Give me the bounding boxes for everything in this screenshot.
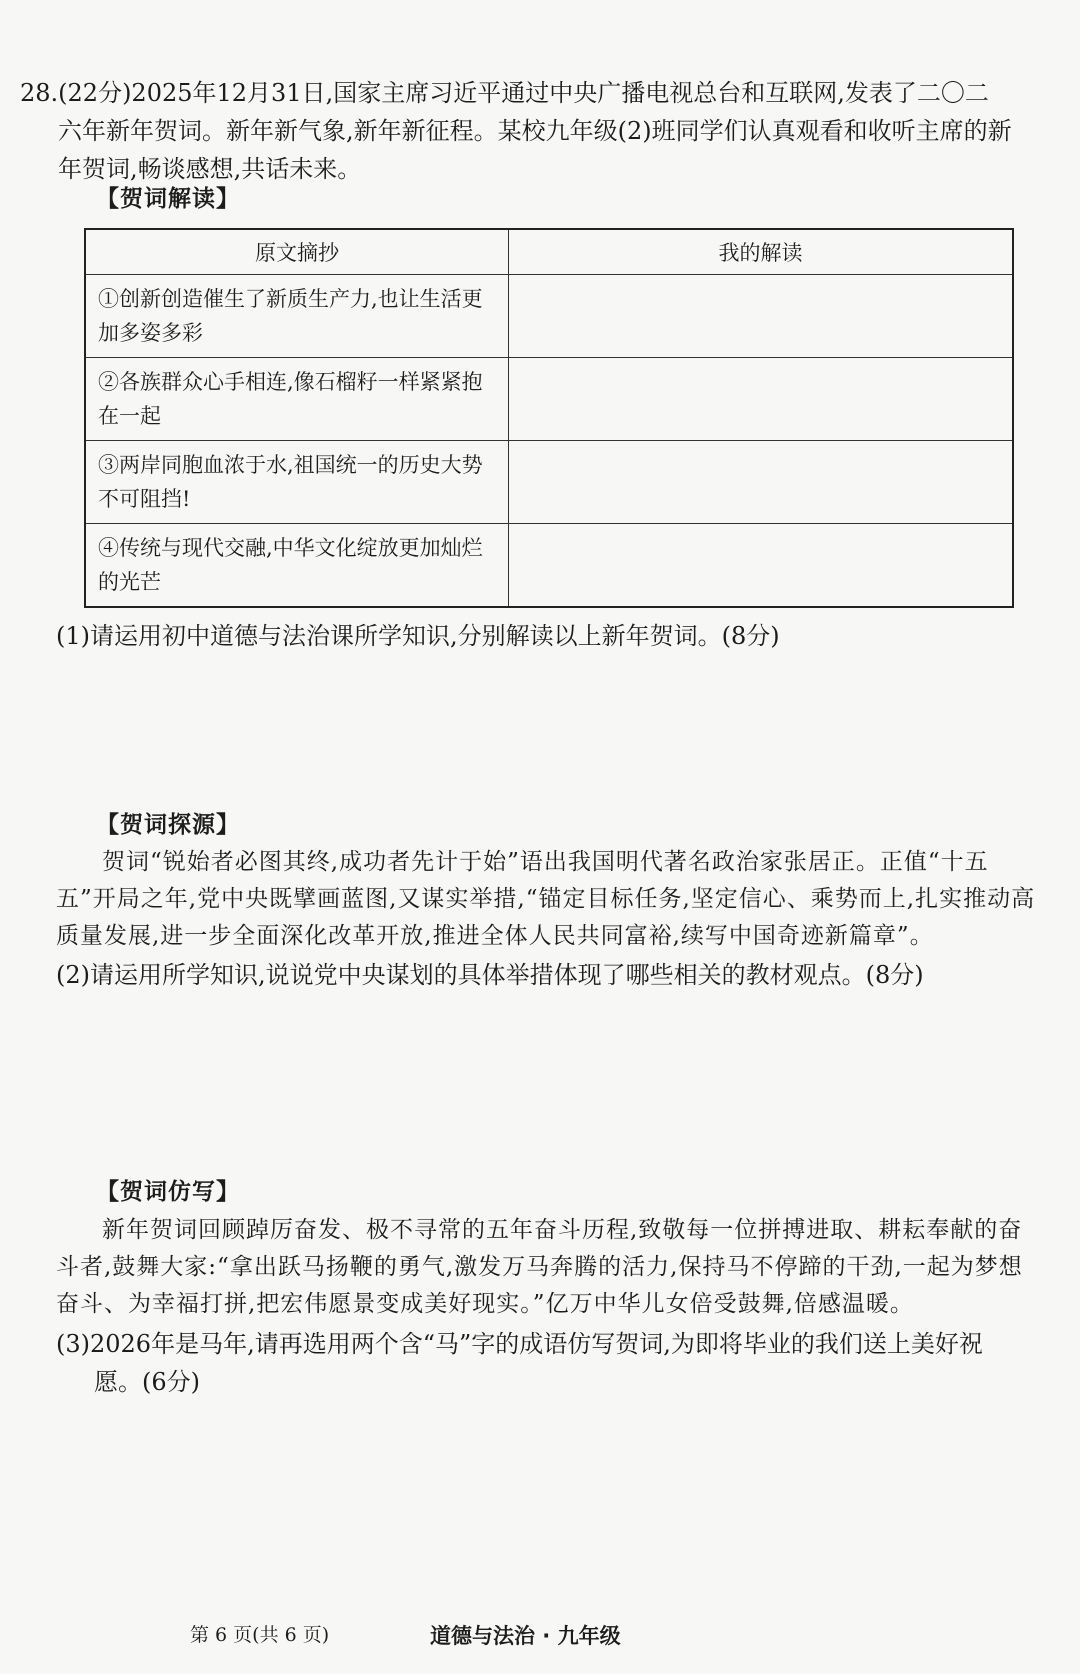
question-intro-line3: 年贺词,畅谈感想,共话未来。 bbox=[58, 155, 362, 183]
subject-label: 道德与法治 · 九年级 bbox=[430, 1624, 621, 1648]
section-title-interpretation: 【贺词解读】 bbox=[96, 186, 240, 212]
question-intro-line2: 六年新年贺词。新年新气象,新年新征程。某校九年级(2)班同学们认真观看和收听主席的新 bbox=[58, 117, 1012, 145]
section-title-imitation: 【贺词仿写】 bbox=[96, 1179, 240, 1205]
quote-cell: ④传统与现代交融,中华文化绽放更加灿烂的光芒 bbox=[85, 524, 509, 608]
subquestion-3-line1: (3)2026年是马年,请再选用两个含“马”字的成语仿写贺词,为即将毕业的我们送上美好祝 bbox=[56, 1330, 983, 1358]
table-row bbox=[85, 358, 1013, 441]
quote-cell: ①创新创造催生了新质生产力,也让生活更加多姿多彩 bbox=[85, 275, 509, 358]
table-header-row bbox=[85, 229, 1013, 275]
answer-cell[interactable] bbox=[509, 275, 1014, 358]
column-header-interpretation: 我的解读 bbox=[509, 229, 1014, 275]
subquestion-3 bbox=[56, 1325, 1046, 1401]
subquestion-1: (1)请运用初中道德与法治课所学知识,分别解读以上新年贺词。(8分) bbox=[56, 622, 780, 650]
subquestion-3-line2: 愿。(6分) bbox=[94, 1368, 200, 1396]
quote-cell: ③两岸同胞血浓于水,祖国统一的历史大势不可阻挡! bbox=[85, 441, 509, 524]
table-row bbox=[85, 441, 1013, 524]
imitation-paragraph: 新年贺词回顾踔厉奋发、极不寻常的五年奋斗历程,致敬每一位拼搏进取、耕耘奉献的奋斗者,鼓舞大家:“拿出跃马扬鞭的勇气,激发万马奔腾的活力,保持马不停蹄的干劲,一起为梦想奋斗、为幸福打拼,把宏伟愿景变成美好现实。”亿万中华儿女倍受鼓舞,倍感温暖。 bbox=[56, 1217, 1023, 1317]
quote-cell: ②各族群众心手相连,像石榴籽一样紧紧抱在一起 bbox=[85, 358, 509, 441]
interpretation-table bbox=[84, 228, 1014, 608]
column-header-quote: 原文摘抄 bbox=[85, 229, 509, 275]
question-intro-line1: 28.(22分)2025年12月31日,国家主席习近平通过中央广播电视总台和互联网,发表了二〇二 bbox=[20, 79, 989, 107]
table-row bbox=[85, 275, 1013, 358]
table-row bbox=[85, 524, 1013, 608]
section-title-origin: 【贺词探源】 bbox=[96, 812, 240, 838]
answer-cell[interactable] bbox=[509, 441, 1014, 524]
question-intro bbox=[20, 74, 1050, 188]
subquestion-2: (2)请运用所学知识,说说党中央谋划的具体举措体现了哪些相关的教材观点。(8分) bbox=[56, 961, 924, 989]
answer-cell[interactable] bbox=[509, 524, 1014, 608]
answer-cell[interactable] bbox=[509, 358, 1014, 441]
origin-paragraph: 贺词“锐始者必图其终,成功者先计于始”语出我国明代著名政治家张居正。正值“十五五”开局之年,党中央既擘画蓝图,又谋实举措,“锚定目标任务,坚定信心、乘势而上,扎实推动高质量发展,进一步全面深化改革开放,推进全体人民共同富裕,续写中国奇迹新篇章”。 bbox=[56, 849, 1036, 949]
page-number: 第 6 页(共 6 页) bbox=[190, 1624, 330, 1646]
